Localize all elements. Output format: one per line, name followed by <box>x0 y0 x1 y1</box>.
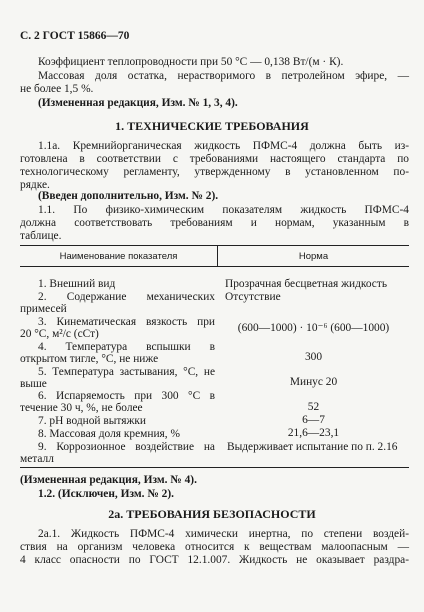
row-8-norm: 21,6—23,1 <box>287 427 340 439</box>
table-col1-header: Наименование показателя <box>59 251 178 262</box>
para-1-1-line-2: должна соответствовать требованиям и нормам, указанным в <box>20 217 409 229</box>
row-7-name-line-1: 7. pH водной вытяжки <box>38 415 146 427</box>
para-1-1-line-3: таблице. <box>20 230 62 242</box>
page-header: С. 2 ГОСТ 15866—70 <box>20 30 130 42</box>
row-6-name-line-2: течение 30 ч, %, не более <box>20 402 143 414</box>
intro-revision-note: (Измененная редакция, Изм. № 1, 3, 4). <box>38 97 238 109</box>
para-2a-1-line-2: ствия на организм человека относится к веществам малоопасным — <box>20 541 409 553</box>
row-2-name-line-2: примесей <box>20 303 67 315</box>
para-1-1a-line-1: 1.1а. Кремнийорганическая жидкость ПФМС-4 должна быть из- <box>38 140 409 152</box>
row-4-name-line-2: открытом тигле, °С, не ниже <box>20 353 159 365</box>
para-1-1-line-1: 1.1. По физико-химическим показателям жидкость ПФМС-4 <box>38 204 409 216</box>
para-2a-1-line-3: 4 класс опасности по ГОСТ 12.1.007. Жидкость не оказывает раздра- <box>20 554 409 566</box>
row-1-norm: Прозрачная бесцветная жидкость <box>225 278 388 290</box>
row-6-norm: 52 <box>307 401 320 413</box>
para-2a-1-line-1: 2а.1. Жидкость ПФМС-4 химически инертна, по степени воздей- <box>38 528 409 540</box>
row-9-name-line-1: 9. Коррозионное воздействие на <box>38 441 215 453</box>
intro-line-2: Массовая доля остатка, нерастворимого в петролейном эфире, — <box>38 70 409 82</box>
row-4-name-line-1: 4. Температура вспышки в <box>38 341 215 353</box>
table-top-rule <box>20 245 409 246</box>
section-1-title: 1. ТЕХНИЧЕСКИЕ ТРЕБОВАНИЯ <box>115 119 309 133</box>
table-header-rule <box>20 266 409 267</box>
row-5-norm: Минус 20 <box>289 376 338 388</box>
row-1-name-line-1: 1. Внешний вид <box>38 278 116 290</box>
table-col2-header: Норма <box>298 251 329 262</box>
para-1-1a-line-4: рядке. <box>20 179 50 191</box>
intro-line-1: Коэффициент теплопроводности при 50 °С — 0,138 Вт/(м · К). <box>38 56 344 68</box>
row-3-name-line-2: 20 °С, м²/с (сСт) <box>20 328 99 340</box>
row-4-norm: 300 <box>304 351 323 363</box>
row-2-name-line-1: 2. Содержание механических <box>38 291 215 303</box>
section-2a-title: 2а. ТРЕБОВАНИЯ БЕЗОПАСНОСТИ <box>108 507 316 521</box>
table-bottom-rule <box>20 467 409 468</box>
row-5-name-line-2: выше <box>20 378 47 390</box>
after-table-revision-note: (Измененная редакция, Изм. № 4). <box>20 474 197 486</box>
para-1-1a-line-2: готовлена в соответствии с требованиями настоящего стандарта по <box>20 153 409 165</box>
row-6-name-line-1: 6. Испаряемость при 300 °С в <box>38 390 215 402</box>
row-2-norm: Отсутствие <box>225 291 281 303</box>
row-9-norm: Выдерживает испытание по п. 2.16 <box>227 441 398 453</box>
row-8-name-line-1: 8. Массовая доля кремния, % <box>38 428 180 440</box>
para-1-1a-note: (Введен дополнительно, Изм. № 2). <box>38 190 219 202</box>
row-9-name-line-2: металл <box>20 453 54 465</box>
para-1-2: 1.2. (Исключен, Изм. № 2). <box>38 488 174 500</box>
row-3-name-line-1: 3. Кинематическая вязкость при <box>38 316 215 328</box>
row-7-norm: 6—7 <box>302 414 325 426</box>
row-5-name-line-1: 5. Температура застывания, °С, не <box>38 366 215 378</box>
intro-line-3: не более 1,5 %. <box>20 83 94 95</box>
row-3-norm: (600—1000) · 10⁻⁶ (600—1000) <box>237 322 390 334</box>
para-1-1a-line-3: технологическому регламенту, утвержденному в установленном по- <box>20 166 409 178</box>
